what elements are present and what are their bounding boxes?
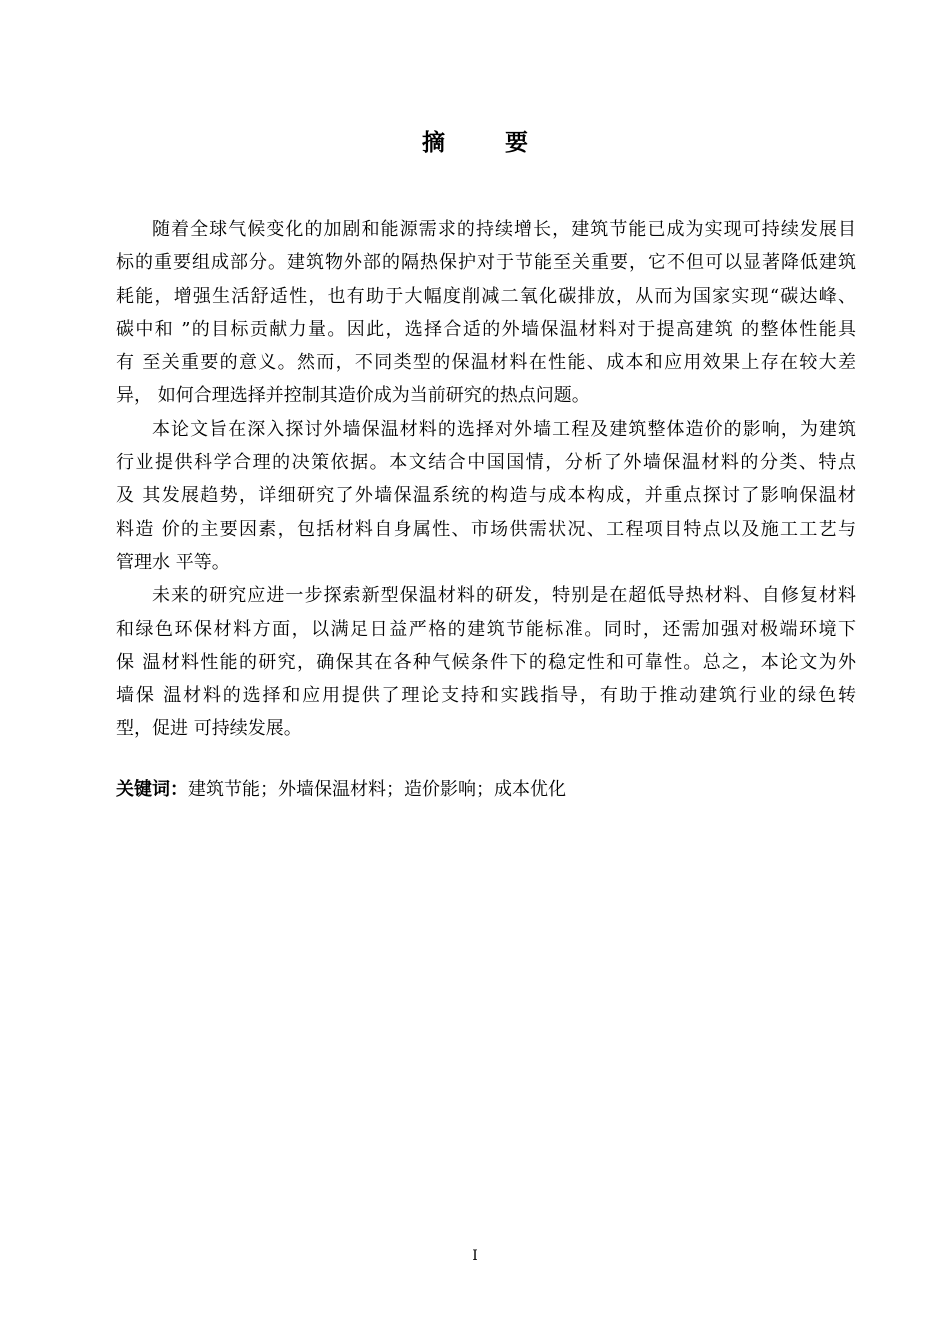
paragraph-line: 管理水 平等。 bbox=[116, 551, 230, 573]
paragraph-line: 及 其发展趋势，详细研究了外墙保温系统的构造与成本构成，并重点探讨了影响保温材 bbox=[116, 485, 856, 507]
paragraph-line: 料造 价的主要因素，包括材料自身属性、市场供需状况、工程项目特点以及施工工艺与 bbox=[116, 518, 856, 540]
paragraph-line: 未来的研究应进一步探索新型保温材料的研发，特别是在超低导热材料、自修复材料 bbox=[152, 585, 856, 607]
paragraph-line: 墙保 温材料的选择和应用提供了理论支持和实践指导，有助于推动建筑行业的绿色转 bbox=[116, 685, 856, 707]
paragraph bbox=[116, 216, 856, 416]
paragraph-line: 异， 如何合理选择并控制其造价成为当前研究的热点问题。 bbox=[116, 385, 590, 407]
paragraph bbox=[116, 582, 856, 748]
paragraph-line: 随着全球气候变化的加剧和能源需求的持续增长，建筑节能已成为实现可持续发展目 bbox=[152, 219, 856, 240]
page-number: I bbox=[472, 1248, 478, 1264]
paragraph-line: 标的重要组成部分。建筑物外部的隔热保护对于节能至关重要，它不但可以显著降低建筑 bbox=[116, 252, 856, 274]
abstract-body bbox=[116, 216, 856, 749]
paragraph-line: 耗能，增强生活舒适性，也有助于大幅度削减二氧化碳排放，从而为国家实现“碳达峰、 bbox=[116, 285, 856, 307]
paragraph-line: 保 温材料性能的研究，确保其在各种气候条件下的稳定性和可靠性。总之，本论文为外 bbox=[116, 651, 856, 673]
paragraph-line: 行业提供科学合理的决策依据。本文结合中国国情，分析了外墙保温材料的分类、特点 bbox=[116, 452, 856, 474]
keywords-label: 关键词： bbox=[116, 779, 188, 800]
paragraph bbox=[116, 416, 856, 582]
paragraph-line: 型，促进 可持续发展。 bbox=[116, 718, 302, 740]
page-title: 摘 要 bbox=[421, 130, 554, 156]
paragraph-line: 和绿色环保材料方面，以满足日益严格的建筑节能标准。同时，还需加强对极端环境下 bbox=[116, 618, 856, 640]
keywords bbox=[116, 776, 566, 804]
paragraph-line: 有 至关重要的意义。然而，不同类型的保温材料在性能、成本和应用效果上存在较大差 bbox=[116, 352, 856, 374]
paragraph-line: 碳中和 ”的目标贡献力量。因此，选择合适的外墙保温材料对于提高建筑 的整体性能具 bbox=[116, 318, 856, 340]
paragraph-line: 本论文旨在深入探讨外墙保温材料的选择对外墙工程及建筑整体造价的影响，为建筑 bbox=[152, 418, 856, 440]
keywords-value: 建筑节能；外墙保温材料；造价影响；成本优化 bbox=[188, 779, 566, 800]
